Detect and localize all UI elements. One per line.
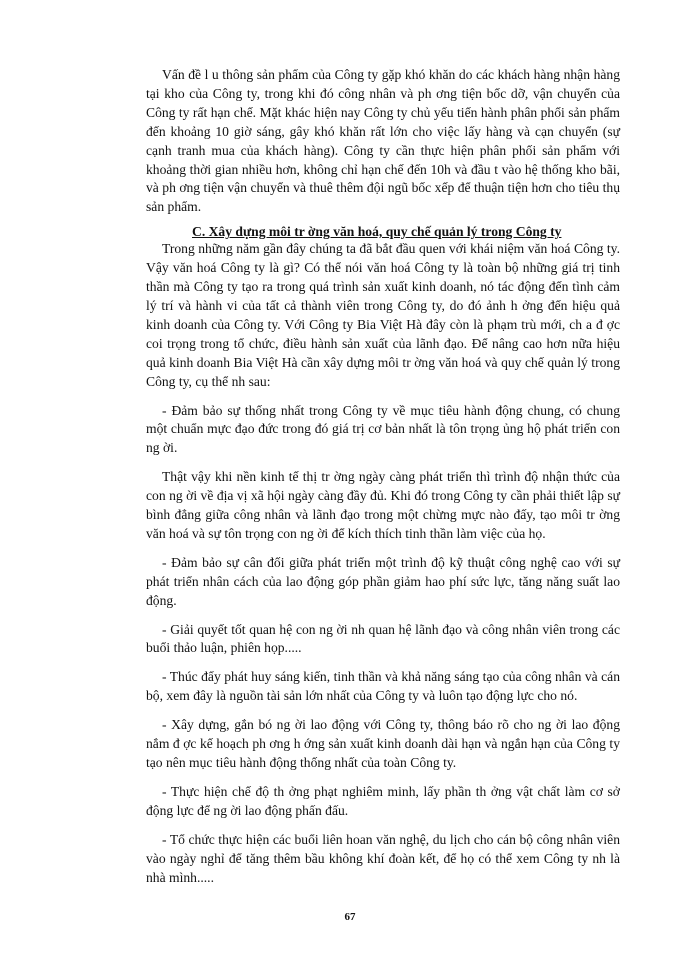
body-paragraph-7: - Xây dựng, gắn bó ng ời lao động với Công ty, thông báo rõ cho ng ời lao động nắm đ ợc kế hoạch ph ơng h ớng sản xuất kinh doanh dài hạn và ngắn hạn của Công ty tạo nên mục tiêu hành động thống nhất của toàn Công ty. <box>146 717 620 770</box>
intro-paragraph: Vấn đề l u thông sản phẩm của Công ty gặp khó khăn do các khách hàng nhận hàng tại kho của Công ty, trong khi đó công nhân và ph ơng tiện bốc dỡ, vận chuyển của Công ty rất hạn chế. Mặt khác hiện nay Công ty chủ yếu tiến hành phân phối sản phẩm đến khoảng 10 giờ sáng, gây khó khăn rất lớn cho việc lấy hàng và cạn chuyển (sự cạnh tranh mua của khách hàng). Công ty cần thực hiện phân phối sản phẩm với khoảng thời gian nhiều hơn, không chỉ hạn chế đến 10h và đầu t vào hệ thống kho bãi, và ph ơng tiện vận chuyển và thuê thêm đội ngũ bốc xếp để thuận tiện hơn cho tiêu thụ sản phẩm. <box>146 67 620 215</box>
body-paragraph-5: - Giải quyết tốt quan hệ con ng ời nh quan hệ lãnh đạo và công nhân viên trong các buổi thảo luận, phiên họp..... <box>146 621 620 656</box>
body-paragraph-6: - Thúc đẩy phát huy sáng kiến, tinh thần và khả năng sáng tạo của công nhân và cán bộ, xem đây là nguồn tài sản lớn nhất của Công ty và luôn tạo động lực cho nó. <box>146 669 620 704</box>
page-number: 67 <box>344 911 356 923</box>
page-content <box>146 66 620 887</box>
body-paragraph-8: - Thực hiện chế độ th ởng phạt nghiêm minh, lấy phần th ởng vật chất làm cơ sở động lực để ng ời lao động phấn đấu. <box>146 783 620 818</box>
section-heading: C. Xây dựng môi tr ờng văn hoá, quy chế quản lý trong Công ty <box>192 224 562 240</box>
body-paragraph-2: - Đảm bảo sự thống nhất trong Công ty về mục tiêu hành động chung, có chung một chuẩn mực đạo đức trong đó giá trị cơ bản nhất là tôn trọng ủng hộ phát triển con ng ời. <box>146 402 620 456</box>
body-paragraph-4: - Đảm bảo sự cân đối giữa phát triển một trình độ kỹ thuật công nghệ cao với sự phát triển nhân cách của lao động góp phần giảm hao phí sức lực, tăng năng suất lao động. <box>146 554 620 608</box>
body-paragraph-3: Thật vậy khi nền kinh tế thị tr ờng ngày càng phát triển thì trình độ nhận thức của con ng ời về địa vị xã hội ngày càng đầy đủ. Khi đó trong Công ty cần phải thiết lập sự bình đẳng giữa công nhân và lãnh đạo trong một chừng mực nào đấy, tạo môi tr ờng văn hoá và sự tôn trọng con ng ời để kích thích tinh thần làm việc của họ. <box>146 469 620 541</box>
body-paragraph-9: - Tổ chức thực hiện các buổi liên hoan văn nghệ, du lịch cho cán bộ công nhân viên vào ngày nghỉ để tăng thêm bầu không khí đoàn kết, để họ có thể xem Công ty nh là nhà mình..... <box>146 831 620 885</box>
body-paragraph-1: Trong những năm gần đây chúng ta đã bắt đầu quen với khái niệm văn hoá Công ty. Vậy văn hoá Công ty là gì? Có thể nói văn hoá Công ty là toàn bộ những giá trị tinh thần mà Công ty tạo ra trong quá trình sản xuất kinh doanh, nó tác động đến tình cảm lý trí và hành vi của tất cả thành viên trong Công ty, do đó ảnh h ởng đến hiệu quả kinh doanh của Công ty. Với Công ty Bia Việt Hà đây còn là phạm trù mới, ch a đ ợc coi trọng trong tổ chức, điều hành sản xuất của lãnh đạo. Để nâng cao hơn nữa hiệu quả kinh doanh Bia Việt Hà cần xây dựng môi tr ờng văn hoá và quy chế quản lý trong Công ty, cụ thể nh sau: <box>146 241 620 389</box>
